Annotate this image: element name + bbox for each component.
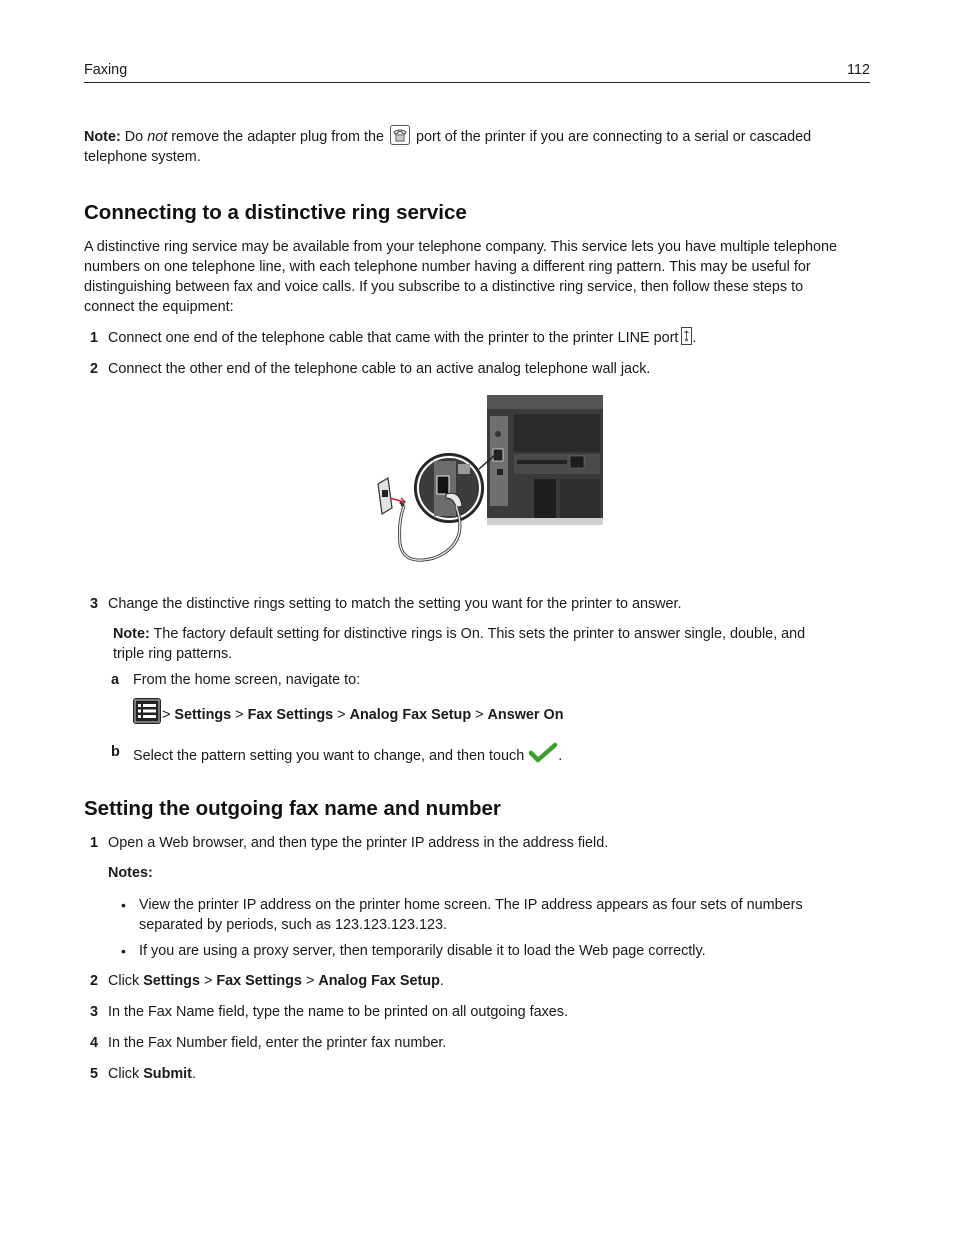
section-title-distinctive-ring: Connecting to a distinctive ring service — [84, 201, 467, 224]
step-number: 3 — [90, 1004, 99, 1020]
step-number: 5 — [90, 1066, 99, 1082]
step-number: 3 — [90, 596, 99, 612]
step-number: 2 — [90, 973, 99, 989]
adapter-note-line2: telephone system. — [84, 149, 201, 166]
green-check-icon — [528, 742, 558, 764]
distinctive-ring-intro: A distinctive ring service may be available from your telephone company. This service lets you have multiple telephone numbers on one telephone line, with each telephone number having a different ring pattern. This may be useful for distinguishing between fax and voice calls. If you subscribe to a distinctive ring service, then follow these steps to connect the equipment: — [84, 239, 837, 315]
step-fax-number: In the Fax Number field, enter the printer fax number. — [108, 1035, 447, 1051]
step-click-settings: Click Settings > Fax Settings > Analog Fax Setup. — [108, 973, 444, 989]
note-bullet-ip-address: View the printer IP address on the printer home screen. The IP address appears as four sets of numbers separated by periods, such as 123.123.123.123. — [139, 897, 803, 933]
page-number: 112 — [847, 62, 870, 78]
notes-label: Notes: — [108, 865, 153, 881]
adapter-note-line1: Note: Do not remove the adapter plug from the port of the printer if you are connecting to a serial or cascaded — [84, 127, 870, 147]
step-click-submit: Click Submit. — [108, 1066, 196, 1082]
step-fax-name: In the Fax Name field, type the name to be printed on all outgoing faxes. — [108, 1004, 568, 1020]
page-header — [84, 60, 870, 83]
telephone-port-icon — [390, 125, 410, 145]
section-title-outgoing-fax: Setting the outgoing fax name and number — [84, 797, 501, 820]
substep-letter: a — [111, 672, 120, 688]
note-bullet-proxy: If you are using a proxy server, then temporarily disable it to load the Web page correctly. — [139, 943, 706, 959]
distinctive-rings-note: Note: The factory default setting for distinctive rings is On. This sets the printer to answer single, double, and triple ring patterns. — [113, 626, 806, 662]
menu-list-icon — [133, 698, 161, 724]
step-number: 4 — [90, 1035, 99, 1051]
line-port-icon — [681, 327, 692, 345]
bullet: • — [121, 897, 126, 913]
bullet: • — [121, 943, 126, 959]
step-number: 1 — [90, 330, 99, 346]
step-open-browser: Open a Web browser, and then type the printer IP address in the address field. — [108, 835, 609, 851]
step-connect-line: Connect one end of the telephone cable that came with the printer to the printer LINE port . — [108, 328, 870, 348]
adapter-note — [84, 127, 870, 167]
printer-wall-jack-illustration — [374, 394, 604, 566]
substep-select-pattern: Select the pattern setting you want to change, and then touch . — [133, 742, 895, 766]
substep-letter: b — [111, 744, 120, 760]
navigation-path: > Settings > Fax Settings > Analog Fax Setup > Answer On — [162, 707, 564, 723]
substep-navigate: From the home screen, navigate to: — [133, 672, 361, 688]
step-number: 2 — [90, 361, 99, 377]
step-connect-wall: Connect the other end of the telephone cable to an active analog telephone wall jack. — [108, 361, 651, 377]
step-number: 1 — [90, 835, 99, 851]
step-change-rings: Change the distinctive rings setting to match the setting you want for the printer to answer. — [108, 596, 682, 612]
section-name: Faxing — [84, 62, 128, 78]
